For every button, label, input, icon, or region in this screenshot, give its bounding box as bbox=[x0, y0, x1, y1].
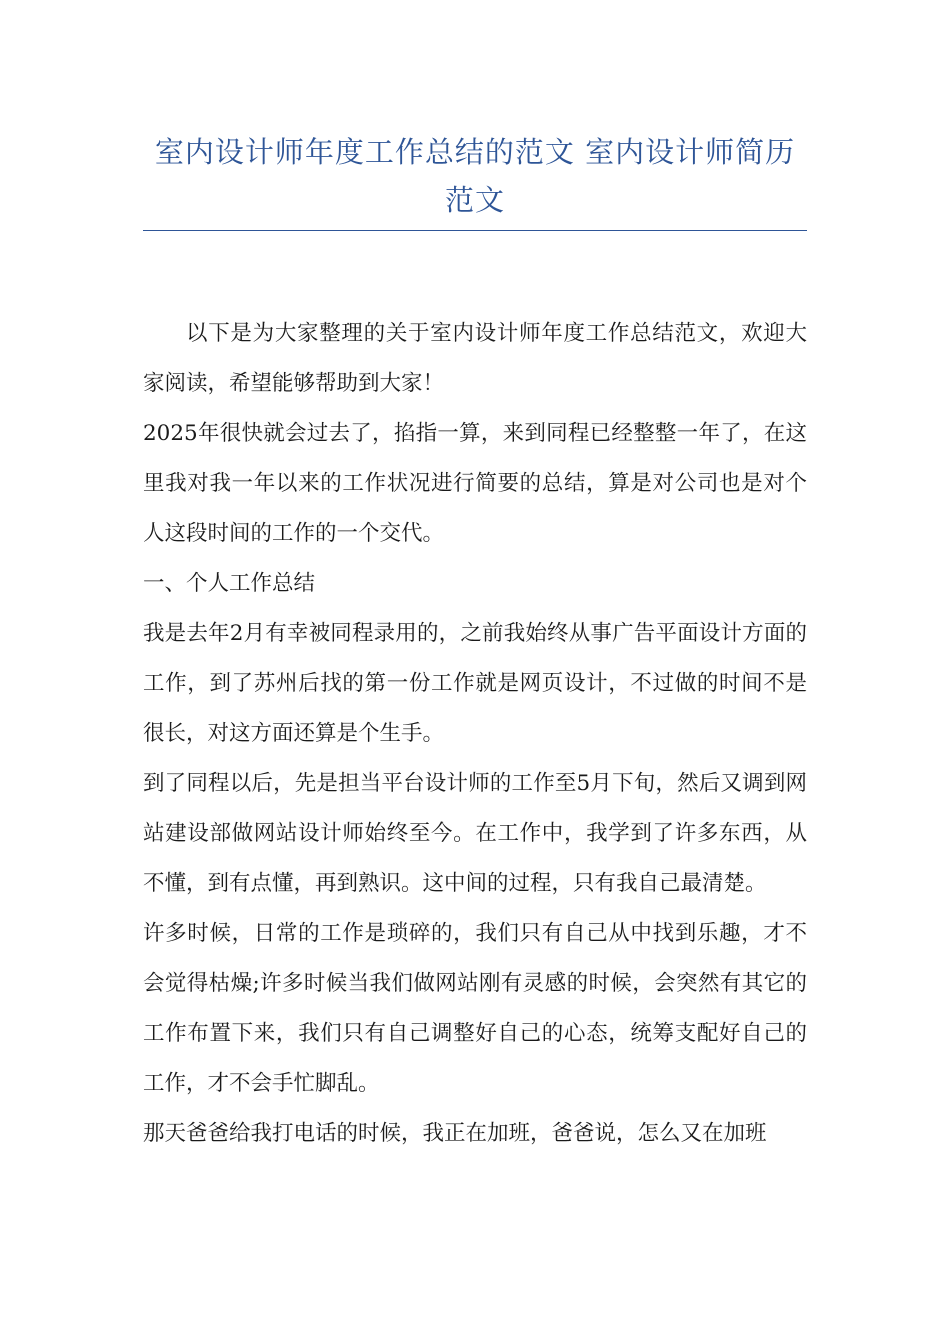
document-body bbox=[143, 309, 807, 1159]
body-paragraph: 那天爸爸给我打电话的时候，我正在加班，爸爸说，怎么又在加班 bbox=[143, 1121, 767, 1146]
title-block bbox=[143, 128, 807, 224]
body-paragraph: 到了同程以后，先是担当平台设计师的工作至5月下旬，然后又调到网站建设部做网站设计师始终至今。在工作中，我学到了许多东西，从不懂，到有点懂，再到熟识。这中间的过程，只有我自己最清楚。 bbox=[143, 771, 807, 896]
body-paragraph: 许多时候，日常的工作是琐碎的，我们只有自己从中找到乐趣，才不会觉得枯燥;许多时候当我们做网站刚有灵感的时候，会突然有其它的工作布置下来，我们只有自己调整好自己的心态，统筹支配好自己的工作，才不会手忙脚乱。 bbox=[143, 921, 807, 1096]
body-paragraph: 我是去年2月有幸被同程录用的，之前我始终从事广告平面设计方面的工作，到了苏州后找的第一份工作就是网页设计，不过做的时间不是很长，对这方面还算是个生手。 bbox=[143, 621, 807, 746]
intro-paragraph: 以下是为大家整理的关于室内设计师年度工作总结范文，欢迎大家阅读，希望能够帮助到大家！ bbox=[143, 321, 807, 396]
body-paragraph: 2025年很快就会过去了，掐指一算，来到同程已经整整一年了，在这里我对我一年以来的工作状况进行简要的总结，算是对公司也是对个人这段时间的工作的一个交代。 bbox=[143, 421, 807, 546]
title-underline bbox=[143, 230, 807, 231]
section-heading: 一、个人工作总结 bbox=[143, 571, 316, 596]
document-title: 室内设计师年度工作总结的范文 室内设计师简历范文 bbox=[154, 135, 796, 217]
